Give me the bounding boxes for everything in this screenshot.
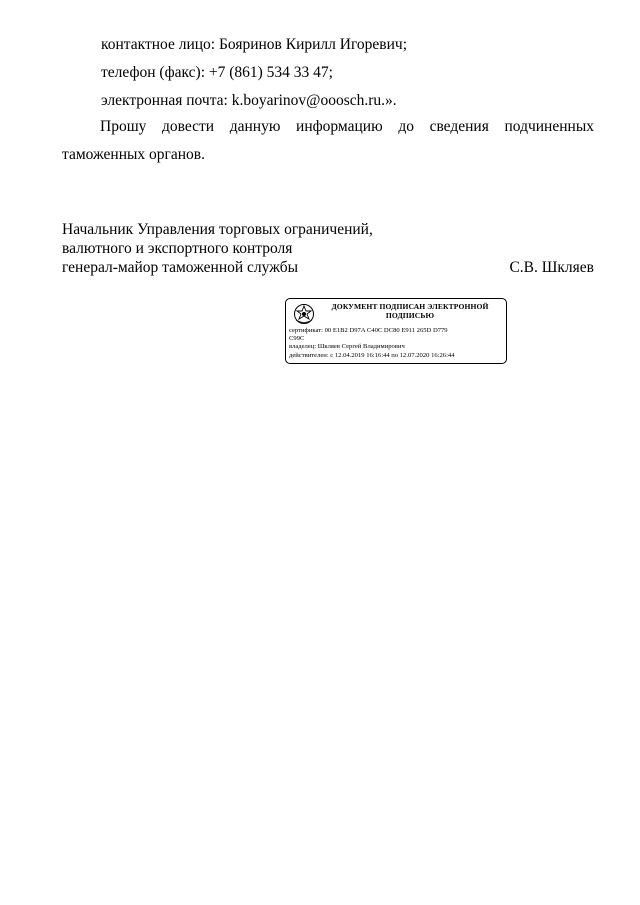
request-word: информацию [296,118,383,135]
contact-email-line: электронная почта: k.boyarinov@ooosch.ru.». [101,92,397,109]
stamp-owner: владелец: Шкляев Сергей Владимирович [289,343,405,350]
request-word: подчиненных [504,118,594,135]
request-word: сведения [429,118,489,135]
stamp-heading-line-1: ДОКУМЕНТ ПОДПИСАН ЭЛЕКТРОННОЙ [331,302,489,311]
request-word: Прошу [100,118,147,135]
customs-emblem-icon [292,303,316,325]
request-word: данную [229,118,281,135]
stamp-heading [316,302,504,320]
signatory-title-line-2: валютного и экспортного контроля [62,240,293,257]
request-second-line: таможенных органов. [62,146,206,163]
contact-person-line: контактное лицо: Бояринов Кирилл Игоревич; [101,36,408,53]
signatory-title-line-1: Начальник Управления торговых ограничений, [62,221,373,238]
signatory-title-line-3: генерал-майор таможенной службы [62,259,298,276]
stamp-validity: действителен: с 12.04.2019 16:16:44 по 12.07.2020 16:26:44 [289,352,455,359]
stamp-certificate-line-2: C99C [289,335,305,342]
request-first-line [100,118,594,136]
e-signature-stamp [285,298,507,364]
request-word: до [398,118,414,135]
contact-phone-line: телефон (факс): +7 (861) 534 33 47; [101,64,333,81]
stamp-heading-line-2: ПОДПИСЬЮ [385,311,435,320]
stamp-certificate-line-1: сертификат: 00 E1B2 D97A C40C DC80 E911 265D D779 [289,327,448,334]
signatory-name: С.В. Шкляев [509,259,594,276]
request-word: довести [162,118,215,135]
